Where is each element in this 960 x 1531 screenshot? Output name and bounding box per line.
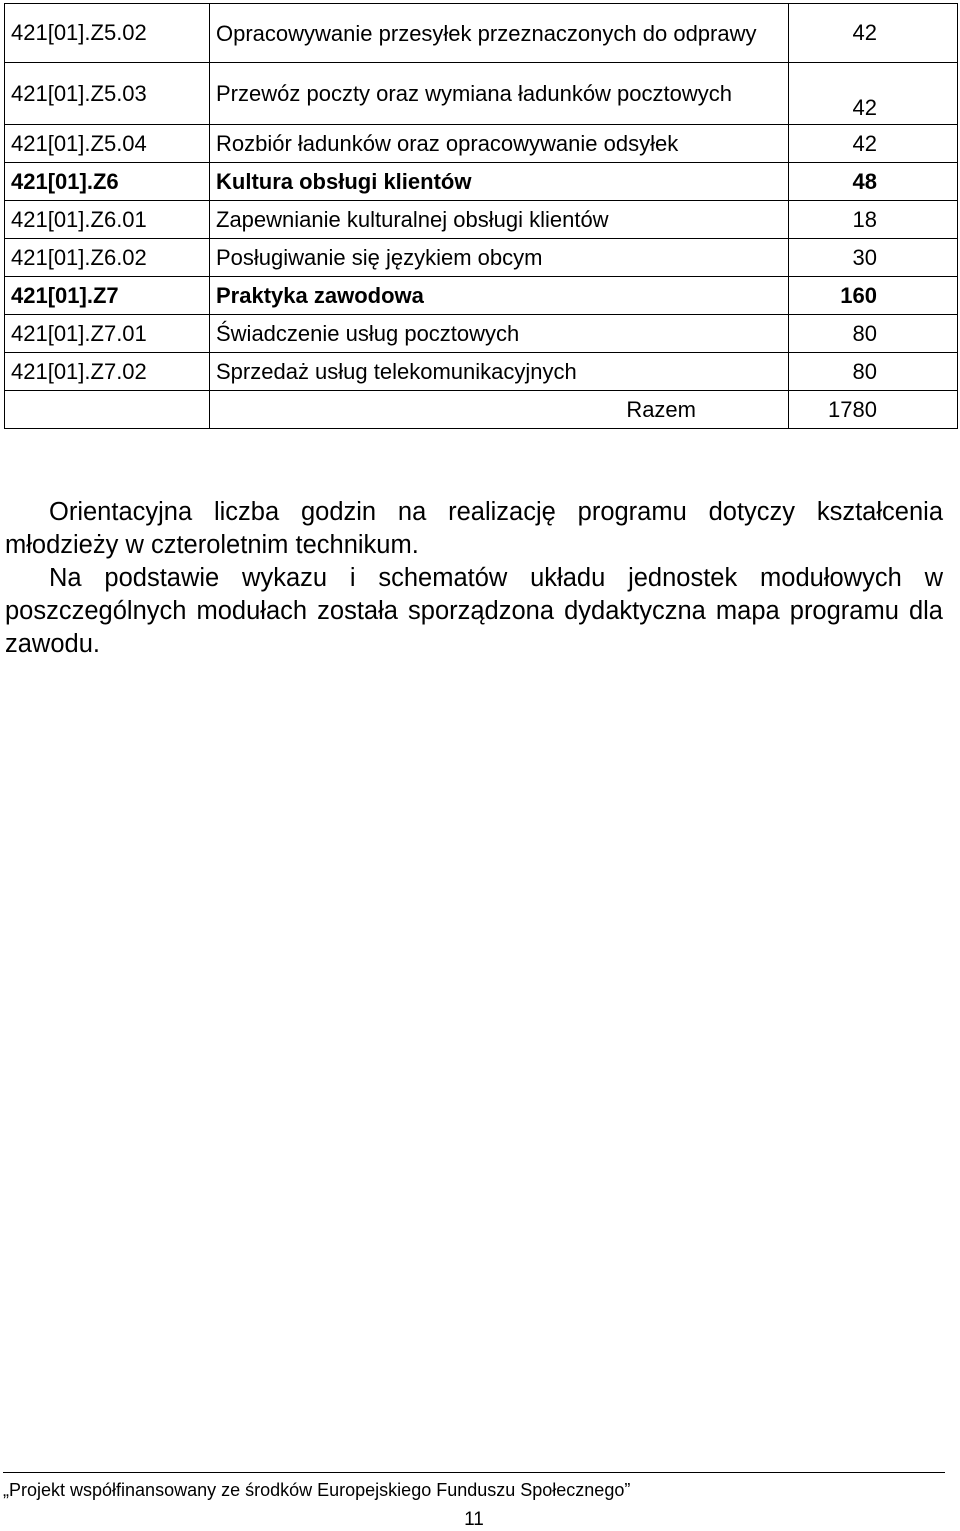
table-row (5, 315, 958, 353)
unit-code: 421[01].Z7.01 (5, 315, 210, 353)
unit-title: Przewóz poczty oraz wymiana ładunków pocztowych (210, 63, 789, 125)
footer-divider (3, 1472, 945, 1473)
unit-hours: 18 (789, 201, 958, 239)
footer-project-note: „Projekt współfinansowany ze środków Europejskiego Funduszu Społecznego” (3, 1480, 631, 1500)
unit-title: Sprzedaż usług telekomunikacyjnych (210, 353, 789, 391)
table-row (5, 4, 958, 63)
unit-code: 421[01].Z5.03 (5, 63, 210, 125)
unit-code: 421[01].Z6.02 (5, 239, 210, 277)
unit-title: Posługiwanie się językiem obcym (210, 239, 789, 277)
module-title: Kultura obsługi klientów (210, 163, 789, 201)
unit-hours: 42 (789, 125, 958, 163)
module-hours: 160 (789, 277, 958, 315)
page-number: 11 (464, 1509, 484, 1530)
module-hours: 48 (789, 163, 958, 201)
total-label: Razem (210, 391, 789, 429)
empty-cell (5, 391, 210, 429)
table-row (5, 125, 958, 163)
unit-hours: 42 (789, 4, 958, 63)
unit-code: 421[01].Z5.02 (5, 4, 210, 63)
unit-title: Opracowywanie przesyłek przeznaczonych do odprawy (210, 4, 789, 63)
table-row (5, 163, 958, 201)
unit-hours: 80 (789, 353, 958, 391)
paragraph: Na podstawie wykazu i schematów układu jednostek modułowych w poszczególnych modułach została sporządzona dydaktyczna mapa programu dla zawodu. (5, 564, 943, 658)
module-code: 421[01].Z6 (5, 163, 210, 201)
body-text (5, 496, 943, 661)
table-row (5, 353, 958, 391)
table-row (5, 239, 958, 277)
unit-hours: 30 (789, 239, 958, 277)
table-row (5, 63, 958, 125)
unit-title: Rozbiór ładunków oraz opracowywanie odsyłek (210, 125, 789, 163)
unit-title: Zapewnianie kulturalnej obsługi klientów (210, 201, 789, 239)
module-title: Praktyka zawodowa (210, 277, 789, 315)
total-row (5, 391, 958, 429)
total-value: 1780 (789, 391, 958, 429)
unit-title: Świadczenie usług pocztowych (210, 315, 789, 353)
unit-code: 421[01].Z7.02 (5, 353, 210, 391)
curriculum-hours-table (4, 3, 958, 429)
unit-code: 421[01].Z6.01 (5, 201, 210, 239)
unit-hours: 42 (789, 63, 958, 125)
unit-hours: 80 (789, 315, 958, 353)
paragraph: Orientacyjna liczba godzin na realizację programu dotyczy kształcenia młodzieży w czteroletnim technikum. (5, 498, 943, 559)
table-row (5, 277, 958, 315)
unit-code: 421[01].Z5.04 (5, 125, 210, 163)
table-row (5, 201, 958, 239)
module-code: 421[01].Z7 (5, 277, 210, 315)
